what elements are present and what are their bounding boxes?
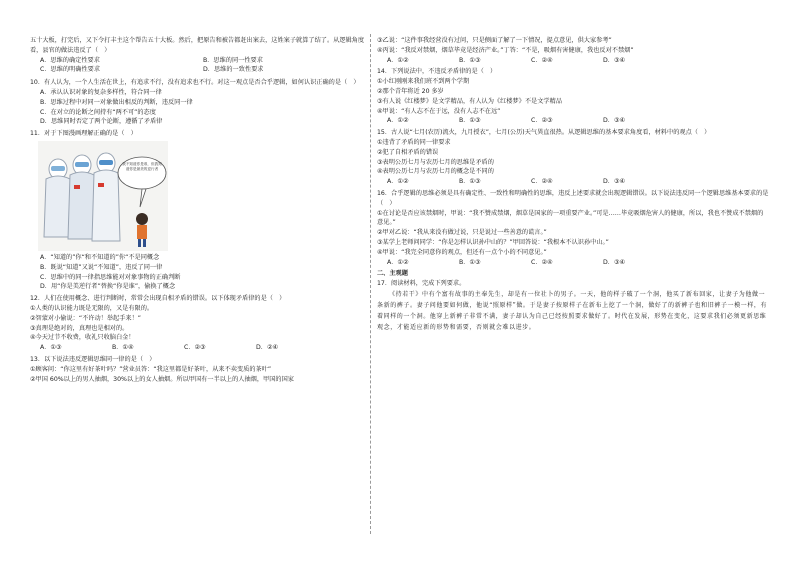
q13-option-a: A．①② [387, 56, 409, 64]
q12-item-1: ①人类的认识能力既是无限的，又是有限的。 [30, 304, 154, 312]
left-column [30, 36, 366, 384]
q12-stem: 12．人们在使用概念、进行判断时，常常会出现自相矛盾的错误。以下体现矛盾律的是（ ） [30, 295, 286, 303]
q16-option-d: D．③④ [603, 258, 626, 266]
q11-option-a: A．“知道的”你“和不知道的”你“不是同概念 [40, 253, 160, 261]
cartoon-illustration [38, 141, 168, 251]
right-column [377, 36, 769, 333]
q16-options [377, 258, 769, 268]
q10-option-c: C．在对立的论断之间持有“两不可”的态度 [40, 108, 156, 116]
q15-option-b: B．①③ [459, 178, 481, 186]
q10-option-b: B．思维过程中对同一对象做出相反的判断，违反同一律 [40, 98, 193, 106]
q15-option-a: A．①② [387, 178, 409, 186]
column-divider [370, 34, 371, 534]
q10-option-a: A．承认认识对象的复杂多样性，符合同一律 [40, 88, 162, 96]
q13-option-c: C．②④ [531, 56, 553, 64]
speech-bubble-text: 我不知道你是谁，但我知道你是最美的逆行者 [122, 161, 162, 171]
q14-option-a: A．①② [387, 117, 409, 125]
q12-item-4: ④今天过节不收费，收礼只收脑白金！ [30, 334, 135, 342]
q13-options [377, 56, 769, 66]
q12-option-b: B．①④ [112, 344, 134, 352]
q13-stem: 13．以下说法违反逻辑思维同一律的是（ ） [30, 355, 156, 363]
q11-option-c: C．思维中的同一律指思维能对对象事物的正确判断 [40, 273, 181, 281]
q13-item-4: ④丙说：“我反对禁烟，烟草毕竟是经济产业。”丁答：“不是，吸烟有害健康，我也反对不禁烟” [377, 46, 634, 54]
q9-options [30, 56, 366, 66]
q12-options [30, 343, 366, 353]
q15-item-3: ③表明公历七月与农历七月的思维是矛盾的 [377, 158, 494, 166]
q14-item-1: ①小红刚刚来我们班不到两个学期 [377, 78, 470, 86]
q14-stem: 14．下列说法中，不违反矛盾律的是（ ） [377, 68, 497, 76]
q11-option-b: B．既说“知道”又说“不知道”，违反了同一律 [40, 263, 163, 271]
q12-item-2: ②智蒙对小偷说：“不许动！举起手来！” [30, 314, 141, 322]
q13-option-d: D．③④ [603, 56, 626, 64]
q9-option-b: B．思维的同一性要求 [203, 56, 263, 64]
q9-option-c: C．思维的明确性要求 [40, 66, 101, 74]
q12-option-c: C．②③ [184, 344, 206, 352]
q11-option-d: D．用“你是美逆行者”替换“你是谁”，偷换了概念 [40, 283, 176, 291]
q15-item-4: ④表明公历七月与农历七月的概念是不同的 [377, 168, 494, 176]
q14-option-d: D．③④ [603, 117, 626, 125]
q12-option-a: A．①③ [40, 344, 62, 352]
q12-item-3: ③真理是绝对的，真理也是相对的。 [30, 324, 129, 332]
q17-passage: 《持若干》中有个富有故事的主奉先生，却是有一位社卜的男子。一天，他的样子破了一个洞，他买了新布回家，让妻子为他做一条新的裤子。妻子问他要如何做，他说“照原样”做。于是妻子按原样子在新布上挖了一个洞，做好了的新裤子也和旧裤子一模一样，有着同样的一个洞。他穿上新裤子非常不满，妻子却认为自己已经按照要求做好了。时代在发展，形势在变化，这要求我们必须更新思维观念，才能适应新的形势和需要，否则就会难以进步。 [377, 290, 768, 331]
q10-option-d: D．思维同时否定了两个论断，遵循了矛盾律 [40, 118, 163, 126]
q16-item-3: ③某学上老师问同学：“你是怎样认识孙中山的？”甲回答说：“我根本不认识孙中山。” [377, 238, 609, 246]
q9-stem-cont: 五十大板，打完后，又下令打丰主这个帮告五十大板。然后，把原告和被告都赶出案去，这姓案子就算了结了。从逻辑角度看，县官的做法违反了（ ） [30, 37, 365, 54]
q13-item-2: ②甲国 60%以上的男人抽烟，30%以上的女人抽烟。所以甲国有一半以上的人抽烟，甲国的国家 [30, 375, 294, 383]
q15-item-2: ②犯了自相矛盾的错误 [377, 148, 439, 156]
q14-options [377, 116, 769, 126]
q9-option-d: D．思维的一致性要求 [203, 66, 264, 74]
q15-item-1: ①违背了矛盾的同一律要求 [377, 138, 451, 146]
q9-options-row2 [30, 65, 366, 75]
q17-stem: 17．阅读材料，完成下列要求。 [377, 280, 466, 288]
q15-option-c: C．②④ [531, 178, 553, 186]
q14-option-b: B．①③ [459, 117, 481, 125]
q16-item-4: ④甲说：“我完全同意你的观点，但还有一点个小的不同意见。” [377, 248, 547, 256]
q13-option-b: B．①③ [459, 56, 481, 64]
q14-item-2: ②那个青年将近 20 多岁 [377, 87, 444, 95]
q13-item-1: ①顾客问：“你这里有好茶叶吗？”营业员答：“我这里都是好茶叶，从来不卖变质的茶叶” [30, 365, 272, 373]
section-title: 二、主观题 [377, 270, 408, 278]
q10-stem: 10．有人认为，一个人生活在世上，有追求不行，没有追求也不行。对这一观点是否合乎逻辑，如何认识正确的是（ ） [30, 79, 360, 87]
cartoon-drawing [38, 141, 168, 251]
q14-item-3: ③有人说《红楼梦》是文学精品，有人认为《红楼梦》不是文学精品 [377, 97, 562, 105]
q16-option-c: C．②④ [531, 258, 553, 266]
q16-stem: 16．合乎逻辑的思维必须是具有确定性、一致性和明确性的思维，违反上述要求就会出现逻辑错误。以下说法违反同一个逻辑思维基本要求的是（ ） [377, 189, 769, 207]
q16-item-1: ①在讨论是否应该禁烟时，甲说：“我不赞成禁烟，烟草是国家的一项重要产业。”可是……毕竟吸烟危害人的健康，所以，我也不赞成不禁烟的意见。” [377, 209, 764, 227]
q16-item-2: ②甲对乙说：“我从来没有做过说，只是说过一些善意的谎言。” [377, 229, 547, 237]
q15-option-d: D．③④ [603, 178, 626, 186]
q12-option-d: D．②④ [256, 344, 279, 352]
q16-option-a: A．①② [387, 258, 409, 266]
q11-stem: 11．对于下图漫画理解正确的是（ ） [30, 130, 137, 138]
q14-option-c: C．②③ [531, 117, 553, 125]
q15-options [377, 177, 769, 187]
q13-item-3: ③乙说：“这件事我经营没有过问，只是侧面了解了一下情况，提点意见，供大家参考” [377, 37, 612, 44]
q9-option-a: A．思维的确定性要求 [40, 56, 100, 64]
q14-item-4: ④甲说：“有人志不在于远，没有人志不在远” [377, 107, 501, 115]
q16-option-b: B．①③ [459, 258, 481, 266]
q15-stem: 15．古人说“七月(农历)流火，九月授衣”，七月(公历)天气異直很热。从逻辑思维的基本要求角度看，材料中的观点（ ） [377, 129, 711, 137]
